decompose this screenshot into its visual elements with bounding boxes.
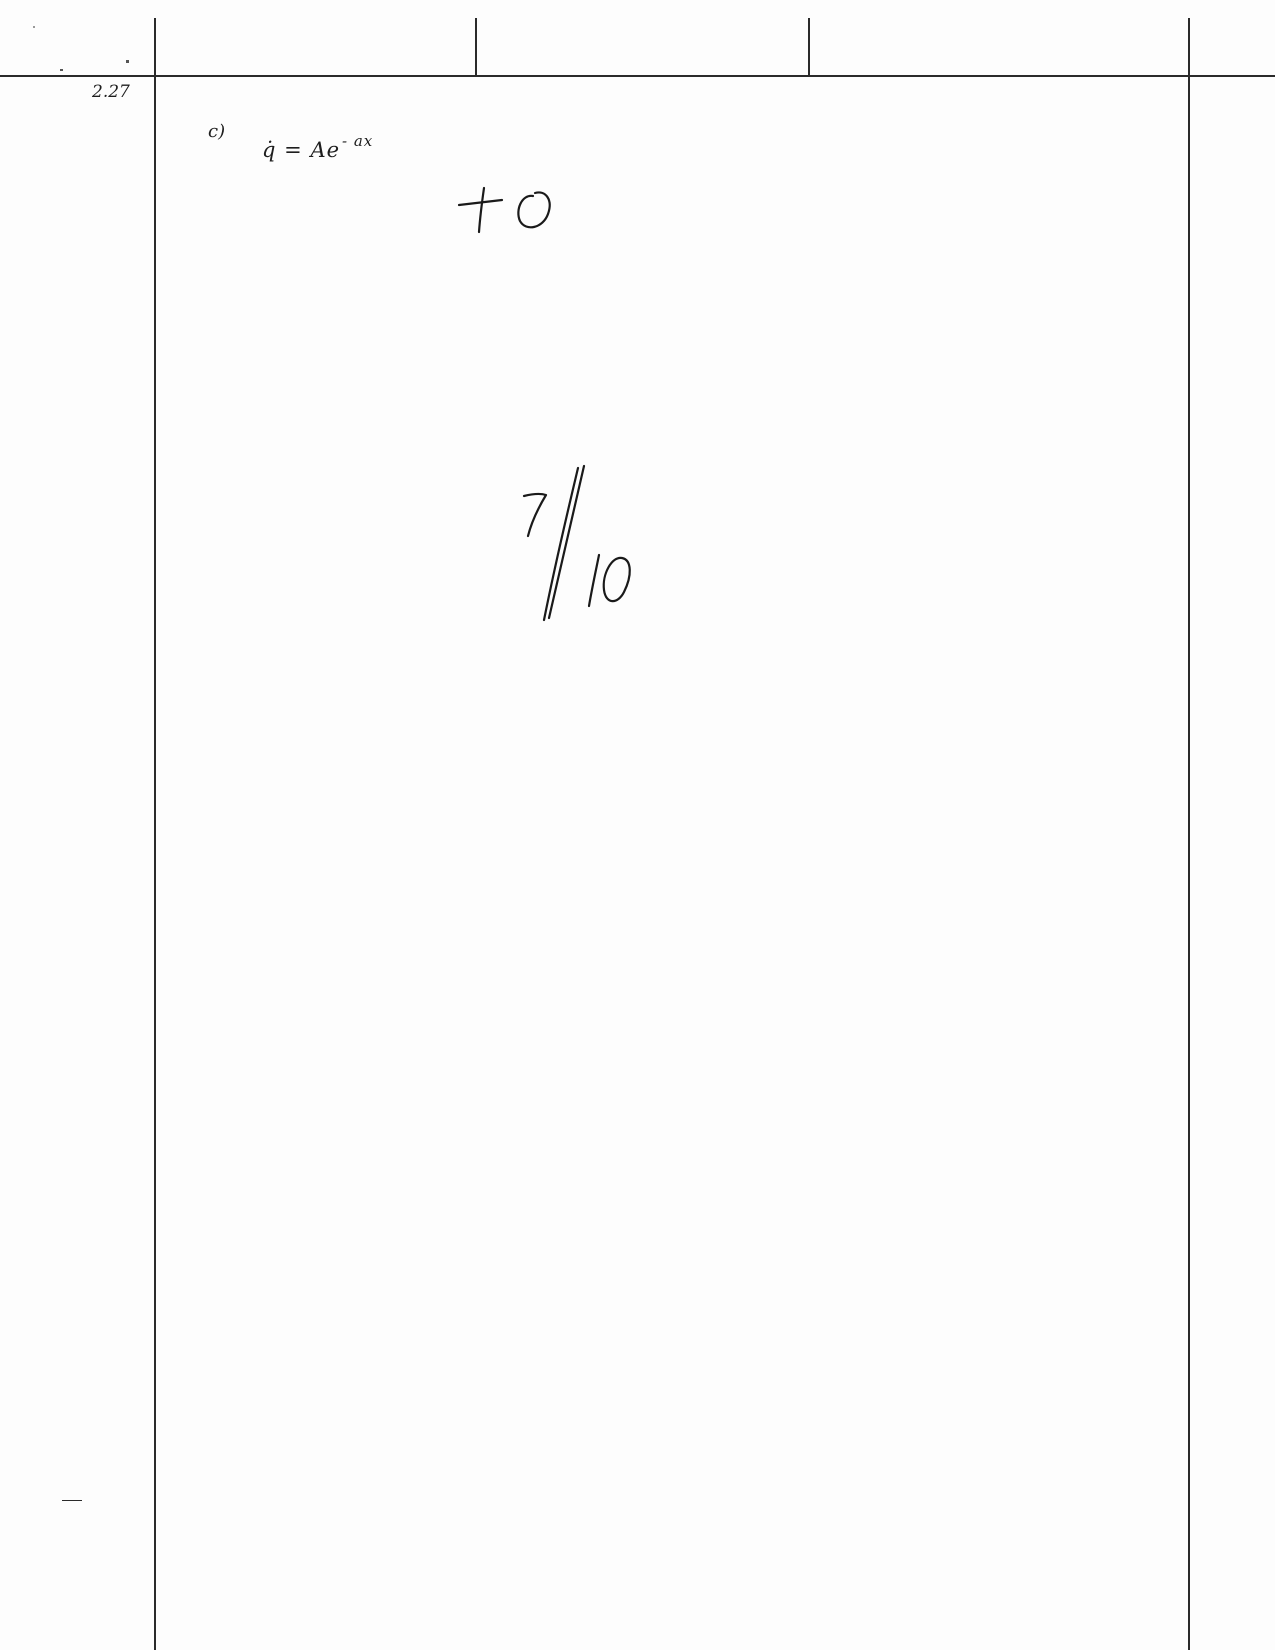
problem-number: 2.27 [92,82,130,102]
equation-exponent: - ax [342,132,374,150]
header-bottom-line [0,75,1275,77]
equation-equals: = [284,138,303,162]
scan-speck [60,69,63,71]
scan-speck [33,26,35,28]
equation-lhs: q̇ [262,138,277,162]
right-margin-line [1188,18,1190,1650]
heat-flux-equation [262,132,374,162]
equation-rhs-base: Ae [310,138,341,162]
header-divider-2 [475,18,477,76]
scan-speck [126,60,129,63]
part-label: c) [208,121,226,142]
header-divider-3 [808,18,810,76]
header-divider-1 [154,18,156,1650]
left-margin-tick [62,1500,82,1501]
score-adjustment-mark [459,188,550,232]
total-score-mark [524,466,630,620]
